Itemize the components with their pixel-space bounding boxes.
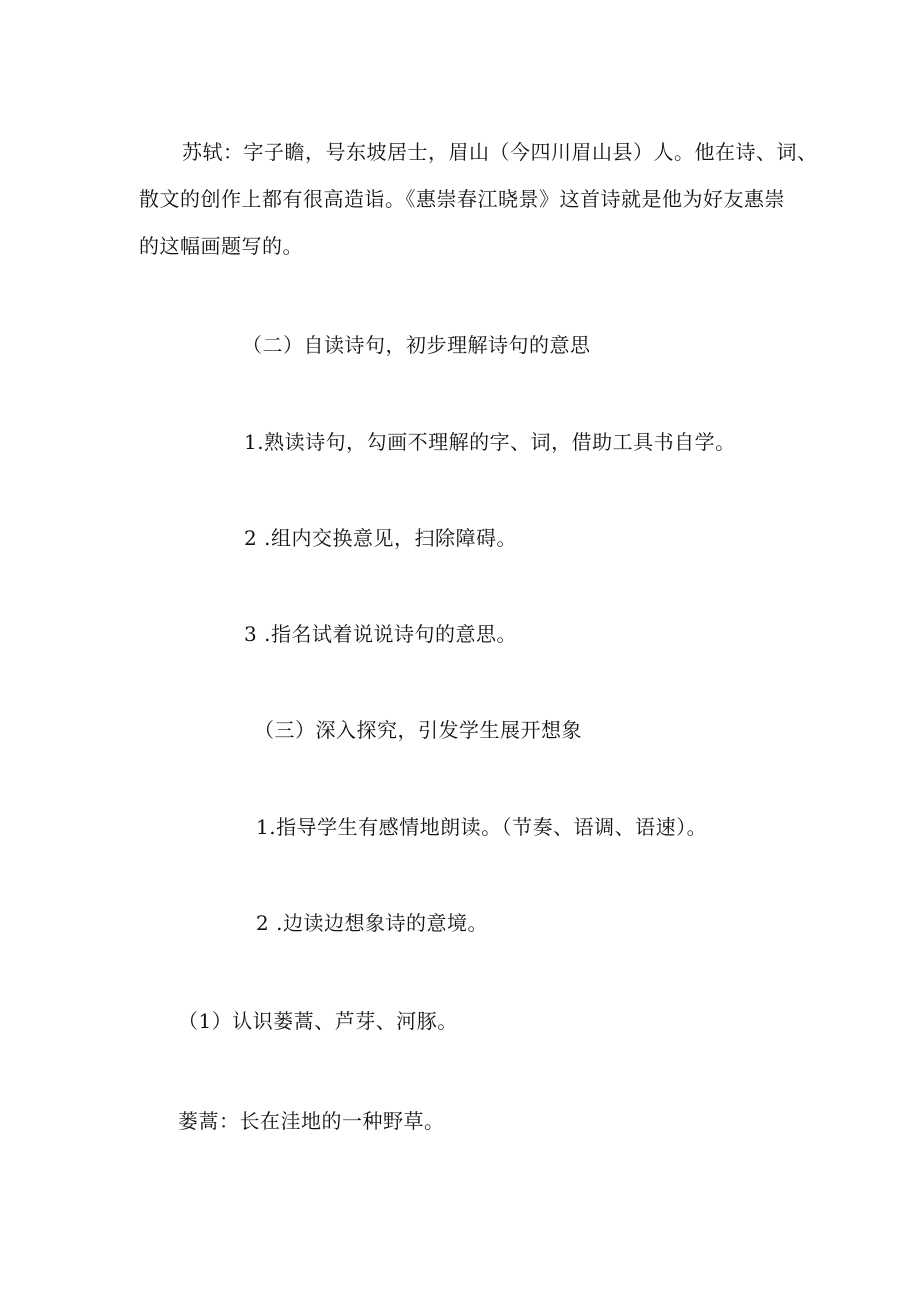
section3-item-2: 2 .边读边想象诗的意境。	[256, 911, 488, 935]
intro-line-1: 苏轼：字子瞻，号东坡居士，眉山（今四川眉山县）人。他在诗、词、	[182, 140, 818, 164]
subitem-1: （1）认识蒌蒿、芦芽、河豚。	[178, 1009, 458, 1033]
section3-heading: （三）深入探究，引发学生展开想象	[254, 718, 582, 742]
intro-line-2: 散文的创作上都有很高造诣。《惠崇春江晓景》这首诗就是他为好友惠崇	[139, 187, 785, 211]
section2-item-2: 2 .组内交换意见，扫除障碍。	[244, 526, 517, 550]
intro-line-3: 的这幅画题写的。	[139, 234, 303, 258]
section2-heading: （二）自读诗句，初步理解诗句的意思	[242, 333, 591, 357]
definition-louhao: 蒌蒿：长在洼地的一种野草。	[178, 1109, 445, 1133]
section3-item-1: 1.指导学生有感情地朗读。（节奏、语调、语速）。	[256, 815, 708, 839]
section2-item-1: 1.熟读诗句，勾画不理解的字、词，借助工具书自学。	[244, 430, 736, 454]
section2-item-3: 3 .指名试着说说诗句的意思。	[244, 622, 517, 646]
